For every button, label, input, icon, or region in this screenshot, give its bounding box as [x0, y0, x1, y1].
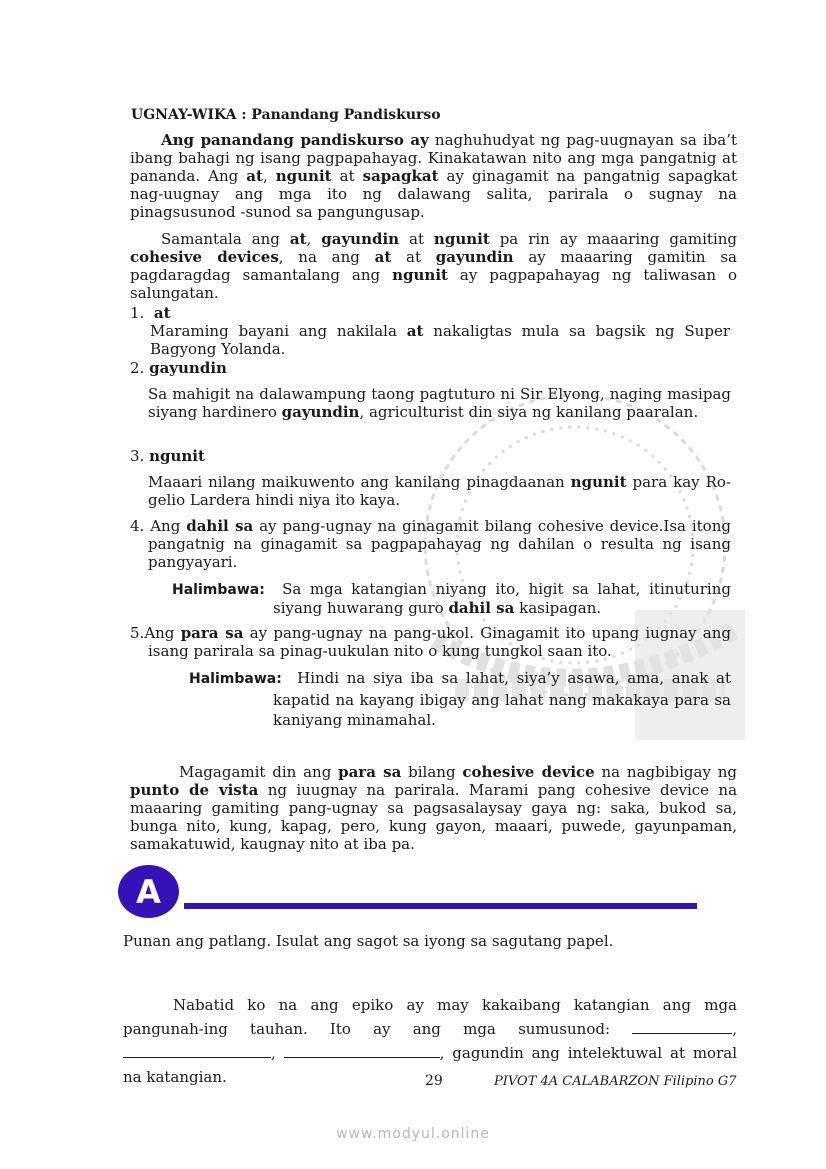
- list-item-2-title: 2. gayundin: [130, 359, 227, 377]
- list-item-4: 4. Ang dahil sa ay pang-ugnay na ginagamit bilang cohesive device.Isa itong pangatnig na ginagamit sa pagpapahayag ng dahilan o resulta ng isang pangyayari.: [130, 517, 731, 571]
- list-item-3-example: Maaari nilang maikuwento ang kanilang pinagdaanan ngunit para kay Ro-gelio Lardera hindi niya ito kaya.: [148, 473, 731, 509]
- answer-blank-1[interactable]: [632, 1019, 732, 1034]
- list-item-1-example: Maraming bayani ang nakilala at nakaligtas mula sa bagsik ng Super Bagyong Yolanda.: [150, 322, 730, 358]
- closing-paragraph: Magagamit din ang para sa bilang cohesive device na nagbibigay ng punto de vista ng iuugnay na parirala. Marami pang cohesive device na maaaring gamiting pang-ugnay sa pagsasalaysay gaya ng: saka, bukod sa, bunga nito, kung, kapag, pero, kung gayon, maaari, puwede, gayunpaman, samakatuwid, kaugnay nito at iba pa.: [130, 763, 738, 853]
- list-item-1-title: 1. at: [130, 304, 171, 322]
- section-a-divider: [184, 903, 697, 909]
- list-item-3-title: 3. ngunit: [130, 447, 205, 465]
- intro-paragraph-2: Samantala ang at, gayundin at ngunit pa rin ay maaaring gamiting cohesive devices, na ang at at gayundin ay maaaring gamitin sa pagdaragdag samantalang ang ngunit ay pagpapahayag ng taliwasan o salungatan.: [130, 230, 738, 302]
- site-watermark: www.modyul.online: [336, 1126, 490, 1142]
- section-a-badge: A: [118, 865, 179, 918]
- list-item-4-example: Halimbawa: Sa mga katangian niyang ito, higit sa lahat, itinuturing siyang huwarang guro dahil sa kasipagan.: [172, 580, 731, 617]
- list-item-2-example: Sa mahigit na dalawampung taong pagtuturo ni Sir Elyong, naging masipag siyang hardinero gayundin, agriculturist din siya ng kanilang paaralan.: [148, 385, 731, 421]
- answer-blank-3[interactable]: [284, 1043, 440, 1058]
- answer-blank-2[interactable]: [123, 1043, 271, 1058]
- list-item-5: 5.Ang para sa ay pang-ugnay na pang-ukol. Ginagamit ito upang iugnay ang isang parirala sa pinag-uukulan nito o kung tungkol saan ito.: [130, 624, 731, 660]
- footer-source: PIVOT 4A CALABARZON Filipino G7: [494, 1074, 737, 1089]
- section-heading: UGNAY-WIKA : Panandang Pandiskurso: [131, 107, 441, 123]
- list-item-5-example: Halimbawa: Hindi na siya iba sa lahat, siya’y asawa, ama, anak at kapatid na kayang ibigay ang lahat nang makakaya para sa kaniyang minamahal.: [189, 669, 731, 729]
- activity-instruction: Punan ang patlang. Isulat ang sagot sa iyong sa sagutang papel.: [123, 932, 614, 950]
- activity-exercise: Nabatid ko na ang epiko ay may kakaibang katangian ang mga pangunah-ing tauhan. Ito ay ang mga sumusunod: , , , gagundin ang intelektuwal at moral na katangian.: [123, 996, 737, 1086]
- page-number: 29: [425, 1073, 443, 1089]
- intro-paragraph-1: Ang panandang pandiskurso ay naghuhudyat ng pag-uugnayan sa iba’t ibang bahagi ng isang pagpapahayag. Kinakatawan nito ang mga pangatnig at pananda. Ang at, ngunit at sapagkat ay ginagamit na pangatnig sapagkat nag-uugnay ang mga ito ng dalawang salita, parirala o sugnay na pinagsusunod -sunod sa pangungusap.: [130, 131, 737, 221]
